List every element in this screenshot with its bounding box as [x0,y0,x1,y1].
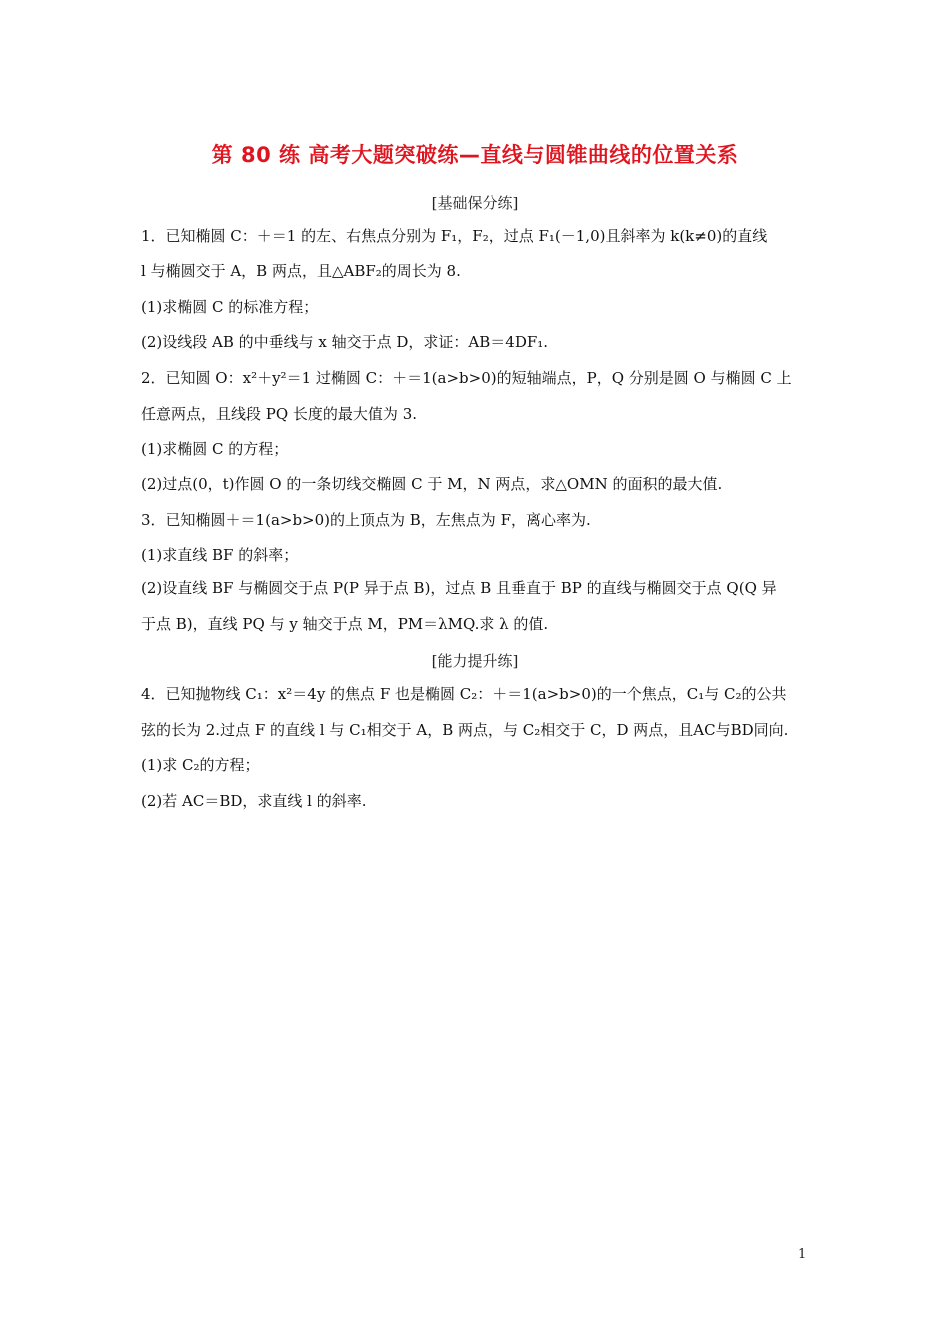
page-number: 1 [798,1247,807,1262]
problem-line: (1)求直线 BF 的斜率； [141,546,299,564]
page-title: 第 80 练 高考大题突破练—直线与圆锥曲线的位置关系 [211,143,739,167]
problem-line: (2)若 AC＝BD，求直线 l 的斜率. [141,792,367,810]
problem-line: 2．已知圆 O：x²＋y²＝1 过椭圆 C：＋＝1(a>b>0)的短轴端点，P，Q 分别是圆 O 与椭圆 C 上 [141,369,792,387]
section-heading-advanced: [能力提升练] [431,652,519,670]
problem-line: l 与椭圆交于 A，B 两点，且△ABF₂的周长为 8. [141,262,461,280]
problem-line: 弦的长为 2.过点 F 的直线 l 与 C₁相交于 A，B 两点，与 C₂相交于 C，D 两点，且AC与BD同向. [141,721,789,739]
problem-line: 3．已知椭圆＋＝1(a>b>0)的上顶点为 B，左焦点为 F，离心率为. [141,511,591,529]
problem-line: 于点 B)，直线 PQ 与 y 轴交于点 M，PM＝λMQ.求 λ 的值. [141,615,549,633]
problem-line: (2)过点(0，t)作圆 O 的一条切线交椭圆 C 于 M，N 两点，求△OMN 的面积的最大值. [141,475,723,493]
problem-line: (1)求椭圆 C 的标准方程； [141,298,319,316]
problem-line: (1)求椭圆 C 的方程； [141,440,289,458]
problem-line: 任意两点，且线段 PQ 长度的最大值为 3. [141,405,418,423]
problem-line: 1．已知椭圆 C：＋＝1 的左、右焦点分别为 F₁，F₂，过点 F₁(－1,0)且斜率为 k(k≠0)的直线 [141,227,768,245]
problem-line: (1)求 C₂的方程； [141,756,260,774]
problem-line: (2)设直线 BF 与椭圆交于点 P(P 异于点 B)，过点 B 且垂直于 BP 的直线与椭圆交于点 Q(Q 异 [141,579,777,597]
problem-line: (2)设线段 AB 的中垂线与 x 轴交于点 D，求证：AB＝4DF₁. [141,333,549,351]
problem-line: 4．已知抛物线 C₁：x²＝4y 的焦点 F 也是椭圆 C₂：＋＝1(a>b>0)的一个焦点，C₁与 C₂的公共 [141,685,787,703]
section-heading-basic: [基础保分练] [431,194,519,212]
